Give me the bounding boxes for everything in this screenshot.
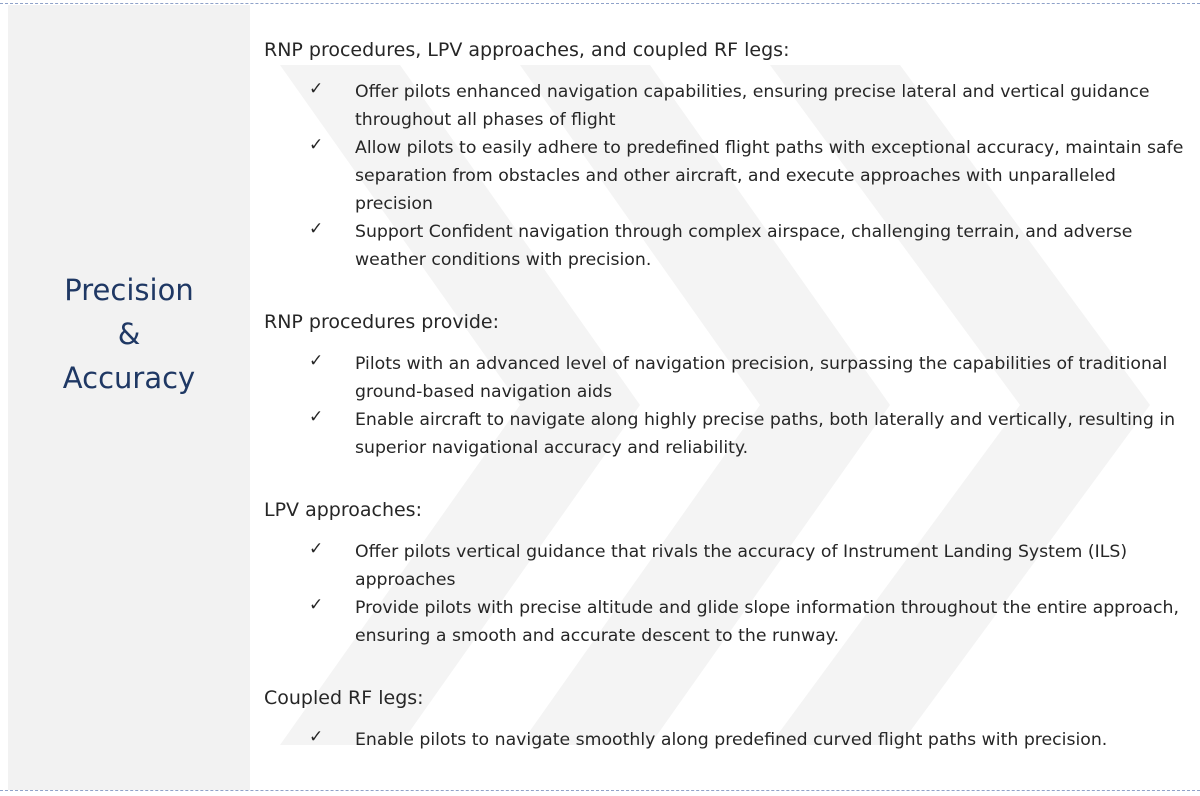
list-item — [264, 594, 1184, 650]
section-heading: RNP procedures provide: — [264, 311, 500, 333]
checkmark-icon: ✓ — [309, 79, 324, 99]
checkmark-icon: ✓ — [309, 595, 324, 615]
checkmark-icon: ✓ — [309, 351, 324, 371]
list-item — [264, 350, 1184, 406]
item-list — [264, 78, 1184, 274]
list-item — [264, 406, 1184, 462]
item-text: Enable pilots to navigate smoothly along predefined curved flight paths with precision. — [355, 730, 1108, 750]
item-text: Provide pilots with precise altitude and glide slope information throughout the entire approach, ensuring a smooth and accurate descent to the runway. — [355, 598, 1179, 646]
list-item — [264, 726, 1184, 754]
side-title — [8, 268, 250, 400]
section-rnp-lpv-rf — [264, 36, 1184, 274]
section-lpv-approaches — [264, 496, 1184, 650]
checkmark-icon: ✓ — [309, 407, 324, 427]
section-rnp-procedures — [264, 308, 1184, 462]
item-text: Pilots with an advanced level of navigation precision, surpassing the capabilities of traditional ground-based navigation aids — [355, 354, 1168, 402]
list-item — [264, 134, 1184, 218]
list-item — [264, 78, 1184, 134]
list-item — [264, 538, 1184, 594]
checkmark-icon: ✓ — [309, 727, 324, 747]
section-heading: LPV approaches: — [264, 499, 422, 521]
checkmark-icon: ✓ — [309, 539, 324, 559]
side-title-line-3: Accuracy — [62, 361, 196, 395]
section-heading: RNP procedures, LPV approaches, and coupled RF legs: — [264, 39, 790, 61]
item-list — [264, 538, 1184, 650]
checkmark-icon: ✓ — [309, 135, 324, 155]
checkmark-icon: ✓ — [309, 219, 324, 239]
section-heading: Coupled RF legs: — [264, 687, 424, 709]
item-text: Enable aircraft to navigate along highly precise paths, both laterally and vertically, resulting in superior navigational accuracy and reliability. — [355, 410, 1176, 458]
item-text: Support Confident navigation through complex airspace, challenging terrain, and adverse weather conditions with precision. — [355, 222, 1133, 270]
top-dashed-rule — [0, 3, 1200, 4]
item-list — [264, 350, 1184, 462]
content-column — [264, 36, 1184, 754]
item-text: Allow pilots to easily adhere to predefined flight paths with exceptional accuracy, maintain safe separation from obstacles and other aircraft, and execute approaches with unparalleled precision — [355, 138, 1184, 214]
item-list — [264, 726, 1184, 754]
side-title-line-1: Precision — [64, 273, 194, 307]
bottom-dashed-rule — [0, 790, 1200, 791]
list-item — [264, 218, 1184, 274]
item-text: Offer pilots vertical guidance that rivals the accuracy of Instrument Landing System (ILS) approaches — [355, 542, 1128, 590]
side-title-line-2: & — [117, 317, 141, 351]
item-text: Offer pilots enhanced navigation capabilities, ensuring precise lateral and vertical guidance throughout all phases of flight — [355, 82, 1150, 130]
section-coupled-rf-legs — [264, 684, 1184, 754]
